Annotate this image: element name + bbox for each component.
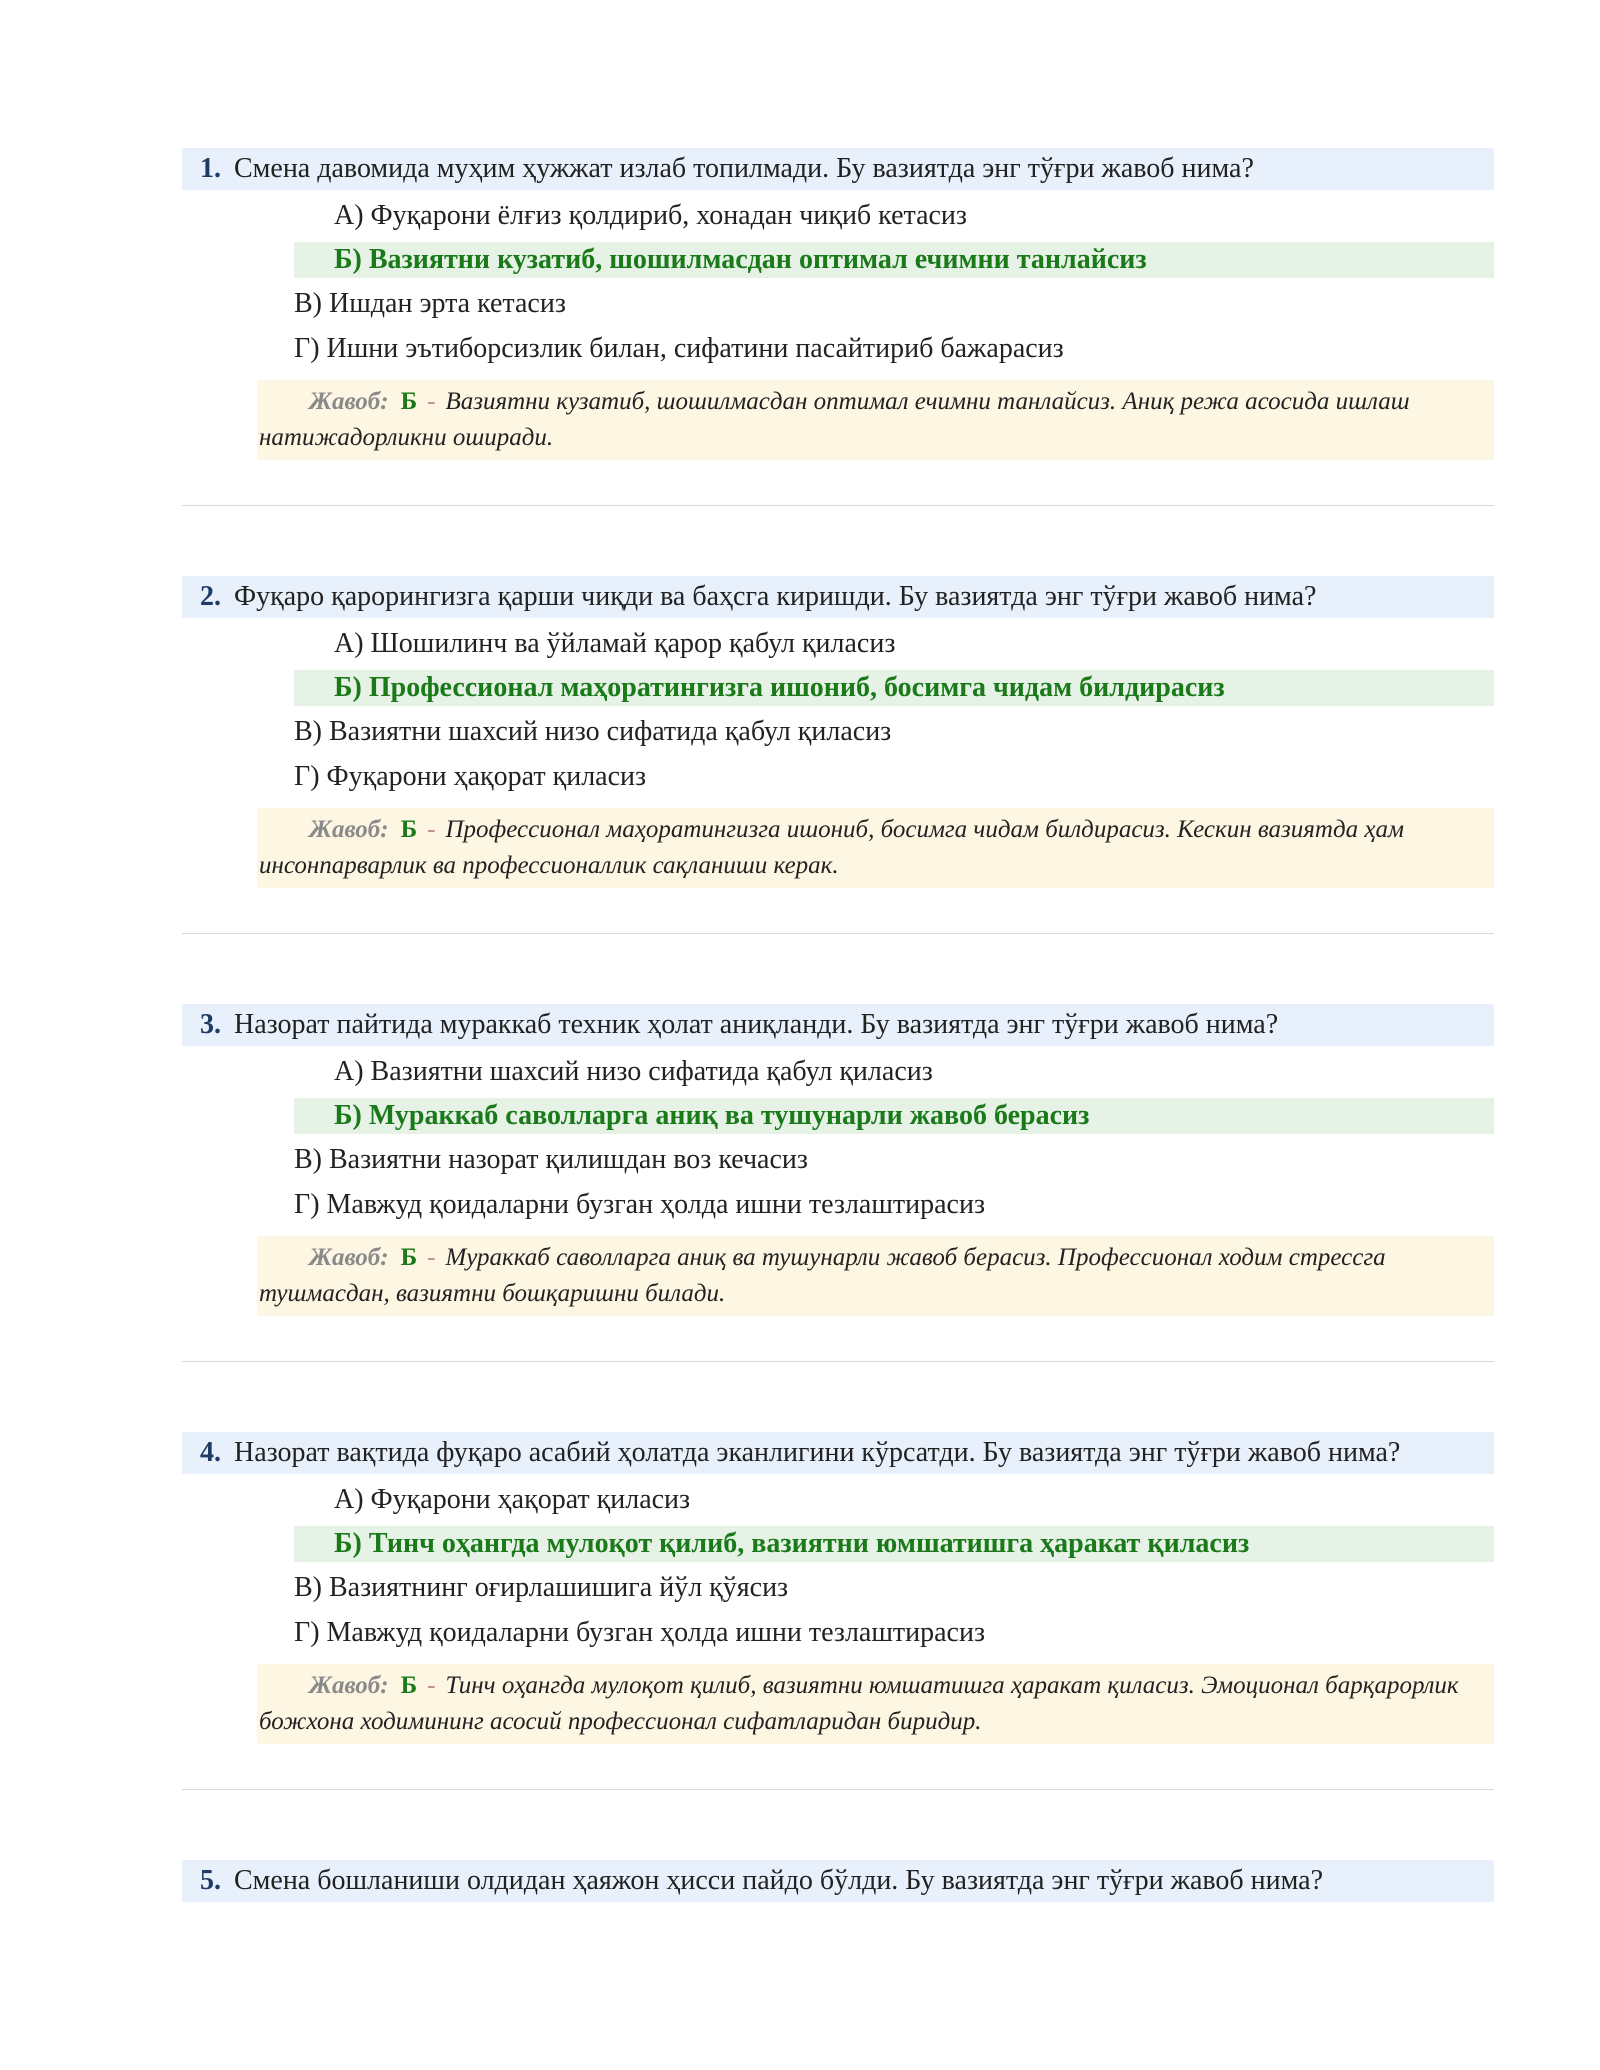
question-heading [182,576,1494,618]
option-b-correct: Б) Мураккаб саволларга аниқ ва тушунарли жавоб берасиз [294,1098,1494,1134]
option-a: А) Фуқарони ёлғиз қолдириб, хонадан чиқиб кетасиз [334,200,967,231]
question-text: Назорат пайтида мураккаб техник ҳолат аниқланди. Бу вазиятда энг тўғри жавоб нима? [234,1009,1279,1040]
option-v: В) Вазиятнинг оғирлашишига йўл қўясиз [294,1572,789,1603]
option-b-correct: Б) Вазиятни кузатиб, шошилмасдан оптимал ечимни танлайсиз [294,242,1494,278]
answer-dash: - [427,388,436,415]
divider [182,933,1494,934]
question-3 [182,1004,1494,1316]
divider [182,1789,1494,1790]
option-a: А) Вазиятни шахсий низо сифатида қабул қиласиз [334,1056,933,1087]
answer-label: Жавоб: [309,1244,389,1271]
question-heading [182,1860,1494,1902]
question-heading [182,1004,1494,1046]
answer-explanation: Профессионал маҳоратингизга ишониб, босимга чидам билдирасиз. Кескин вазиятда ҳам инсонпарварлик ва профессионаллик сақланиши керак. [259,816,1404,879]
answer-letter: Б [400,388,418,415]
option-a: А) Шошилинч ва ўйламай қарор қабул қиласиз [334,628,896,659]
option-g: Г) Фуқарони ҳақорат қиласиз [294,761,647,792]
divider [182,1361,1494,1362]
option-b-correct: Б) Профессионал маҳоратингизга ишониб, босимга чидам билдирасиз [294,670,1494,706]
option-v: В) Вазиятни шахсий низо сифатида қабул қиласиз [294,716,892,747]
answer-letter: Б [400,1244,418,1271]
answer-explanation: Тинч оҳангда мулоқот қилиб, вазиятни юмшатишга ҳаракат қиласиз. Эмоционал барқарорлик божхона ходимининг асосий профессионал сифатларидан биридир. [259,1672,1459,1735]
answer-dash: - [427,1672,436,1699]
option-v: В) Вазиятни назорат қилишдан воз кечасиз [294,1144,808,1175]
question-heading [182,148,1494,190]
question-number: 2. [200,581,221,612]
question-heading [182,1432,1494,1474]
answer-dash: - [427,1244,436,1271]
answer-label: Жавоб: [309,1672,389,1699]
question-text: Фуқаро қарорингизга қарши чиқди ва баҳсга киришди. Бу вазиятда энг тўғри жавоб нима? [234,581,1317,612]
question-text: Смена давомида муҳим ҳужжат излаб топилмади. Бу вазиятда энг тўғри жавоб нима? [234,153,1254,184]
quiz-content [182,148,1494,1902]
answer-box [257,1664,1494,1744]
option-g: Г) Ишни эътиборсизлик билан, сифатини пасайтириб бажарасиз [294,333,1064,364]
answer-explanation: Мураккаб саволларга аниқ ва тушунарли жавоб берасиз. Профессионал ходим стрессга тушмасдан, вазиятни бошқаришни билади. [259,1244,1386,1307]
answer-dash: - [427,816,436,843]
question-2 [182,576,1494,888]
answer-explanation: Вазиятни кузатиб, шошилмасдан оптимал ечимни танлайсиз. Аниқ режа асосида ишлаш натижадорликни оширади. [259,388,1410,451]
question-1 [182,148,1494,460]
answer-box [257,808,1494,888]
option-v: В) Ишдан эрта кетасиз [294,288,566,319]
question-text: Смена бошланиши олдидан ҳаяжон ҳисси пайдо бўлди. Бу вазиятда энг тўғри жавоб нима? [234,1865,1324,1896]
option-b-correct: Б) Тинч оҳангда мулоқот қилиб, вазиятни юмшатишга ҳаракат қиласиз [294,1526,1494,1562]
question-text: Назорат вақтида фуқаро асабий ҳолатда эканлигини кўрсатди. Бу вазиятда энг тўғри жавоб нима? [234,1437,1401,1468]
answer-box [257,380,1494,460]
question-4 [182,1432,1494,1744]
answer-letter: Б [400,816,418,843]
answer-box [257,1236,1494,1316]
answer-label: Жавоб: [309,388,389,415]
question-5 [182,1860,1494,1902]
divider [182,505,1494,506]
question-number: 3. [200,1009,221,1040]
question-number: 5. [200,1865,221,1896]
option-g: Г) Мавжуд қоидаларни бузган ҳолда ишни тезлаштирасиз [294,1189,986,1220]
answer-letter: Б [400,1672,418,1699]
question-number: 4. [200,1437,221,1468]
question-number: 1. [200,153,221,184]
option-a: А) Фуқарони ҳақорат қиласиз [334,1484,691,1515]
answer-label: Жавоб: [309,816,389,843]
option-g: Г) Мавжуд қоидаларни бузган ҳолда ишни тезлаштирасиз [294,1617,986,1648]
